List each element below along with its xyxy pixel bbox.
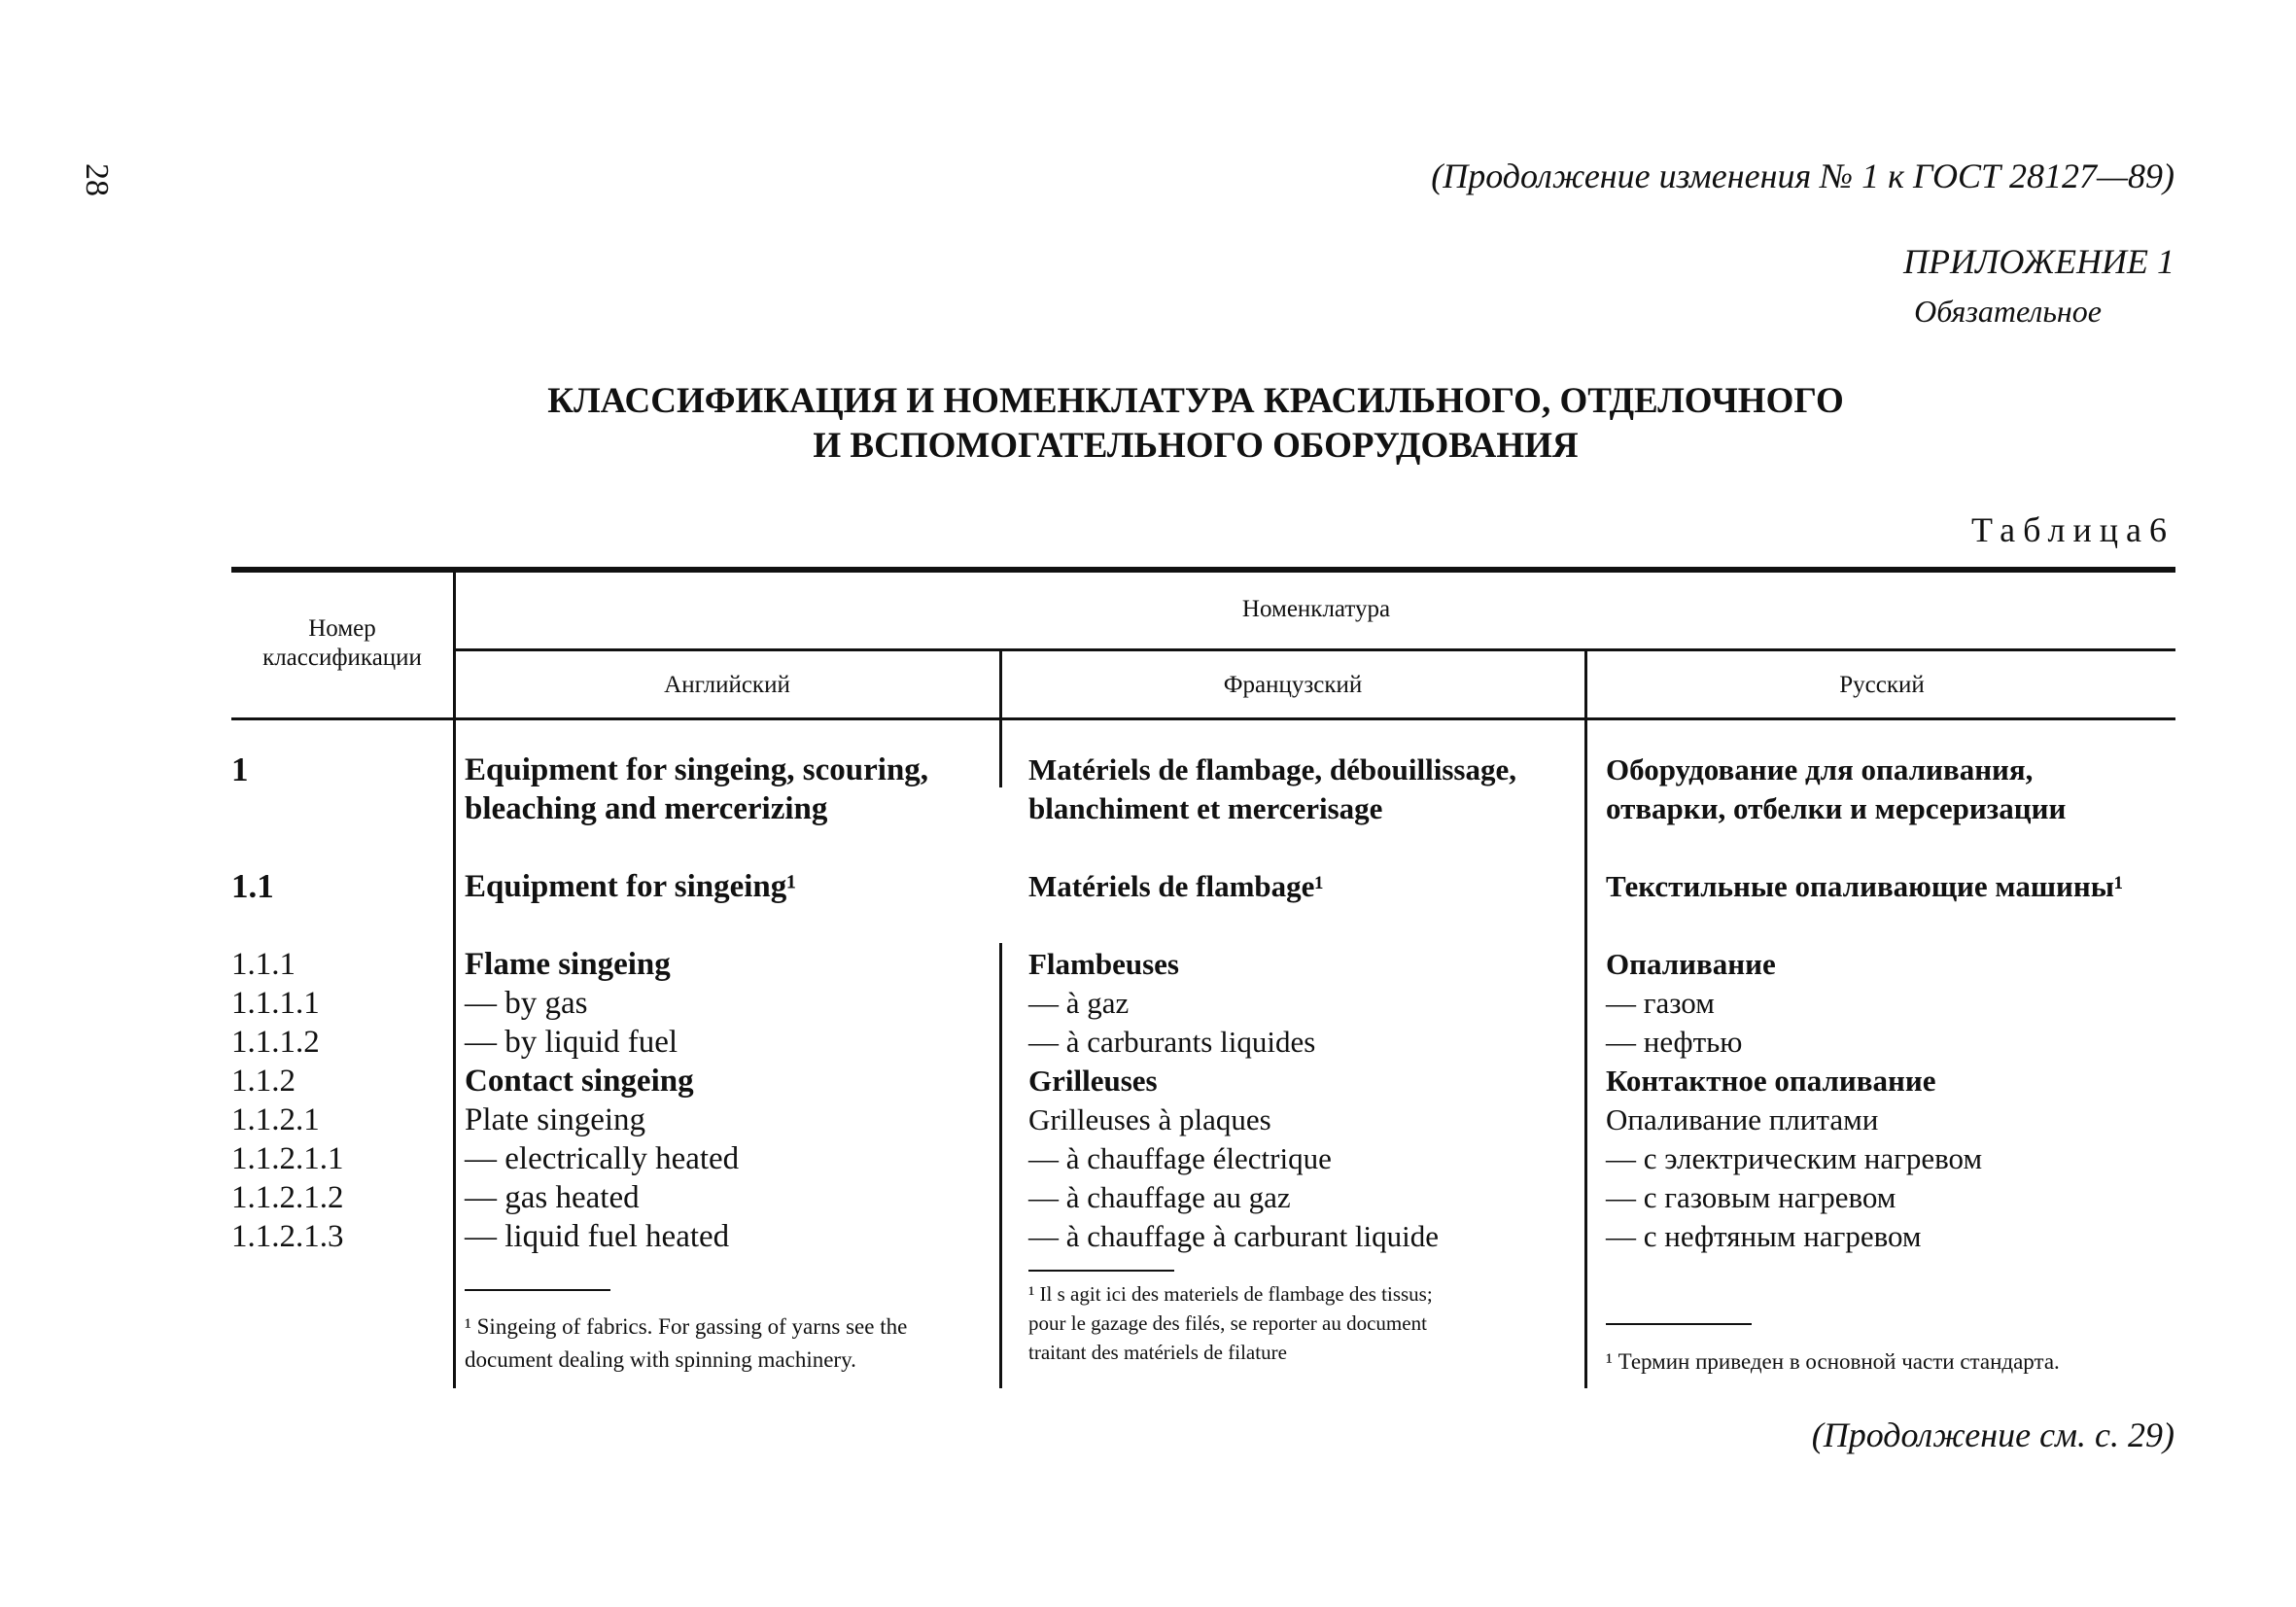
row-fr: Flambeuses [1028,947,1179,981]
row-number: 1.1.2.1.1 [231,1141,344,1176]
row-ru: — с электрическим нагревом [1606,1141,1983,1175]
continue-note: (Продолжение см. с. 29) [1811,1415,2174,1454]
header-number-col: Номер классификации [262,615,422,671]
row-en: — gas heated [465,1180,640,1215]
group-en-line-1: Equipment for singeing, scouring, [465,752,929,787]
footnote-fr-line-3: traitant des matériels de filature [1028,1341,1287,1364]
row-fr: Grilleuses [1028,1064,1158,1098]
header-bottom-rule [231,717,2175,720]
row-number: 1.1.1.1 [231,986,320,1021]
subgroup-en: Equipment for singeing¹ [465,869,797,904]
mandatory-label: Обязательное [1914,294,2102,329]
title-line-2: И ВСПОМОГАТЕЛЬНОГО ОБОРУДОВАНИЯ [813,426,1579,466]
header-russian: Русский [1839,672,1925,698]
group-fr [1028,751,1516,828]
row-ru: — с газовым нагревом [1606,1180,1896,1214]
document-title [467,379,1925,469]
row-fr: — à chauffage électrique [1028,1141,1332,1175]
row-number: 1.1.2.1.2 [231,1180,344,1215]
row-en: Contact singeing [465,1064,694,1099]
row-en: — by gas [465,986,588,1021]
row-en: Plate singeing [465,1102,646,1137]
appendix-label: ПРИЛОЖЕНИЕ 1 [1903,242,2174,281]
footnote-en-line-1: ¹ Singeing of fabrics. For gassing of yarns see the [465,1314,908,1339]
row-en: — by liquid fuel [465,1025,678,1060]
header-english: Английский [664,672,790,698]
header-mid-rule [455,648,2175,651]
header-french: Французский [1223,672,1363,698]
table-label: Таблица6 [1971,510,2174,549]
column-divider-3 [1584,649,1587,1388]
footnote-fr-line-1: ¹ Il s agit ici des materiels de flambage des tissus; [1028,1282,1433,1306]
header-nomenclature: Номенклатура [1241,596,1391,622]
group-number: 1 [231,751,249,788]
row-number: 1.1.2 [231,1064,296,1099]
group-ru-line-2: отварки, отбелки и мерсеризации [1606,791,2067,825]
page-number: 28 [79,163,115,196]
footnote-ru-line-1: ¹ Термин приведен в основной части стандарта. [1606,1349,2060,1374]
group-fr-line-2: blanchiment et mercerisage [1028,791,1383,825]
row-ru: — нефтью [1606,1025,1743,1059]
row-number: 1.1.2.1 [231,1102,320,1137]
footnote-rule-fr [1028,1270,1174,1272]
row-en: Flame singeing [465,947,671,982]
group-en [465,751,928,828]
row-en: — liquid fuel heated [465,1219,730,1254]
row-fr: Grilleuses à plaques [1028,1102,1271,1136]
group-en-line-2: bleaching and mercerizing [465,791,828,826]
column-divider-2-top [999,649,1002,787]
row-en: — electrically heated [465,1141,740,1176]
row-fr: — à carburants liquides [1028,1025,1316,1059]
group-ru [1606,751,2066,828]
footnote-rule-en [465,1289,610,1291]
subgroup-fr: Matériels de flambage¹ [1028,869,1324,903]
footnote-rule-ru [1606,1323,1752,1325]
footnote-en [465,1310,994,1377]
row-fr: — à chauffage au gaz [1028,1180,1291,1214]
row-ru: Опаливание [1606,947,1776,981]
group-fr-line-1: Matériels de flambage, débouillissage, [1028,752,1516,786]
footnote-fr-line-2: pour le gazage des filés, se reporter au document [1028,1311,1427,1335]
row-number: 1.1.1.2 [231,1025,320,1060]
row-number: 1.1.2.1.3 [231,1219,344,1254]
row-ru: — газом [1606,986,1715,1020]
row-fr: — à gaz [1028,986,1130,1020]
row-ru: Опаливание плитами [1606,1102,1879,1136]
subgroup-ru: Текстильные опаливающие машины¹ [1606,869,2124,903]
column-divider-2-bottom [999,943,1002,1388]
column-divider-1 [453,572,456,1388]
subgroup-number: 1.1 [231,867,274,905]
title-line-1: КЛАССИФИКАЦИЯ И НОМЕНКЛАТУРА КРАСИЛЬНОГО, ОТДЕЛОЧНОГО [547,381,1844,421]
row-number: 1.1.1 [231,947,296,982]
footnote-ru [1606,1345,2170,1379]
footnote-en-line-2: document dealing with spinning machinery. [465,1347,856,1372]
table-top-rule [231,567,2175,573]
header-note: (Продолжение изменения № 1 к ГОСТ 28127—89) [1431,157,2174,195]
row-fr: — à chauffage à carburant liquide [1028,1219,1440,1253]
group-ru-line-1: Оборудование для опаливания, [1606,752,2034,786]
row-ru: Контактное опаливание [1606,1064,1936,1098]
row-ru: — с нефтяным нагревом [1606,1219,1922,1253]
footnote-fr [1028,1279,1581,1367]
